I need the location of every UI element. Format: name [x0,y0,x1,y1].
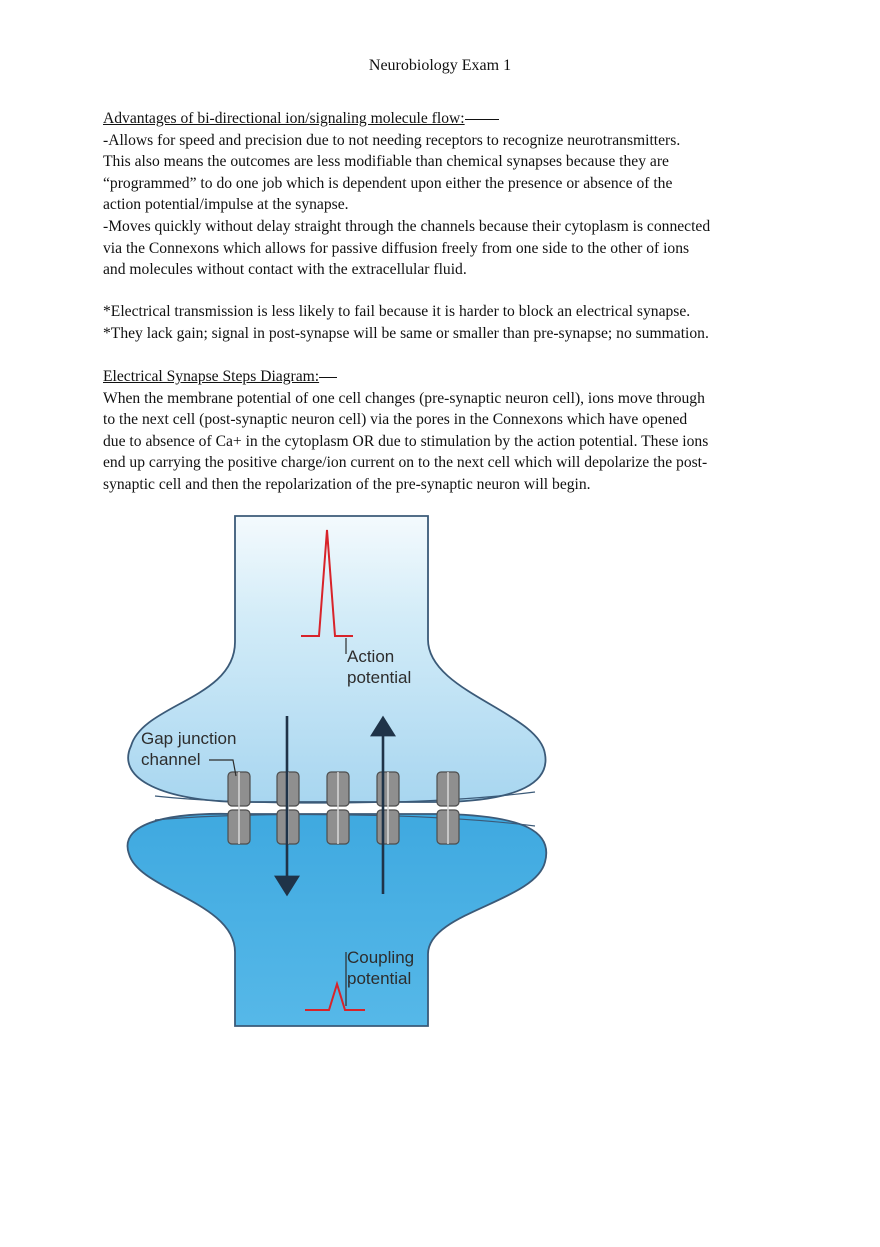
postsynaptic-cell [128,814,547,1026]
advantages-heading [103,108,793,130]
paragraph-line: and molecules without contact with the extracellular fluid. [103,261,467,279]
paragraph-line: end up carrying the positive charge/ion current on to the next cell which will depolarize the post- [103,454,708,472]
paragraph-line: When the membrane potential of one cell changes (pre-synaptic neuron cell), ions move through [103,389,705,407]
coupling-label-line1: Coupling [347,948,415,967]
paragraph-line: -Allows for speed and precision due to not needing receptors to recognize neurotransmitters. [103,131,681,149]
paragraph-line: -Moves quickly without delay straight through the channels because their cytoplasm is connected [103,217,711,235]
paragraph-line: to the next cell (post-synaptic neuron cell) via the pores in the Connexons which have opened [103,411,688,429]
electrical-synapse-diagram [125,514,565,1030]
note-line: *Electrical transmission is less likely to fail because it is harder to block an electrical synapse. [103,303,691,320]
paragraph-line: via the Connexons which allows for passive diffusion freely from one side to the other of ions [103,239,690,257]
paragraph-line: This also means the outcomes are less modifiable than chemical synapses because they are [103,153,669,171]
gap-junction-channel [437,772,459,844]
heading-rule [319,377,337,378]
paragraph-line: due to absence of Ca+ in the cytoplasm OR due to stimulation by the action potential. These ions [103,432,709,450]
page-title: Neurobiology Exam 1 [368,57,512,74]
gap-junction-channel [327,772,349,844]
paragraph-line: action potential/impulse at the synapse. [103,196,349,214]
advantages-heading-text: Advantages of bi-directional ion/signaling molecule flow: [103,110,465,127]
gap-junction-label-line1: Gap junction [141,729,237,748]
diagram-steps-section [103,366,793,496]
action-label-line1: Action [347,647,395,666]
diagram-steps-heading-text: Electrical Synapse Steps Diagram: [103,368,320,385]
paragraph-line: synaptic cell and then the repolarization of the pre-synaptic neuron will begin. [103,475,591,493]
gap-junction-channel [377,772,399,844]
action-label-line2: potential [347,668,412,687]
paragraph-line: “programmed” to do one job which is dependent upon either the presence or absence of the [103,174,673,192]
coupling-label-line2: potential [347,969,412,988]
notes-section [103,301,793,344]
gap-junction-channel [228,772,250,844]
note-line: *They lack gain; signal in post-synapse will be same or smaller than pre-synapse; no summation. [103,324,709,342]
advantages-section [103,108,793,281]
gap-junction-label-line2: channel [141,750,201,769]
diagram-steps-heading [103,366,793,388]
synapse-svg [125,514,565,1030]
heading-rule [465,119,499,120]
